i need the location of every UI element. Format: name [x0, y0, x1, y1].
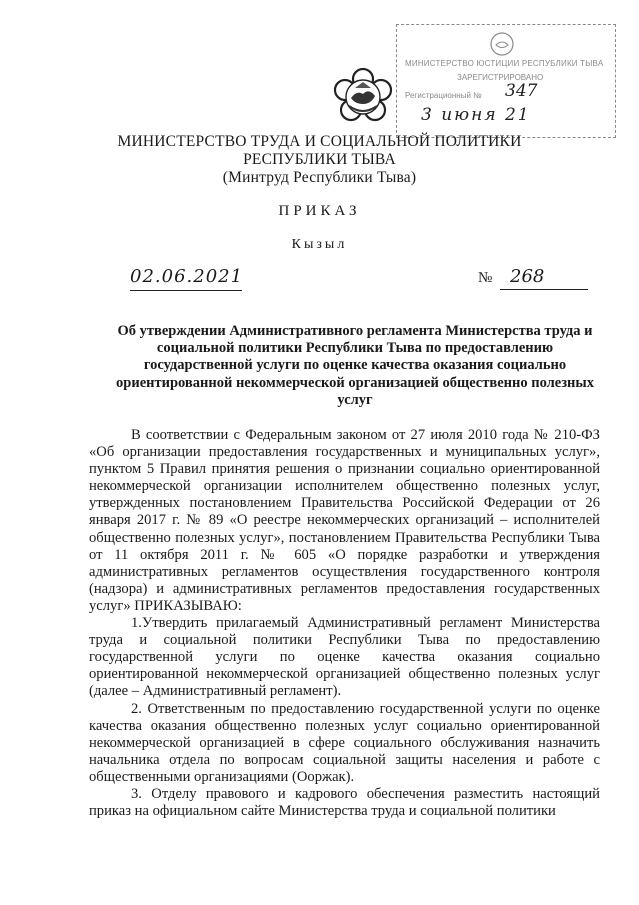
stamp-emblem-icon: [487, 31, 517, 57]
paragraph-preamble: В соответствии с Федеральным законом от 27 июля 2010 года № 210-ФЗ «Об организации предоставления государственных и муниципальных услуг», пунктом 5 Правил принятия решения о признании социально ориентированной некоммерческой организации исполнителем общественно полезных услуг, утвержденных постановлением Правительства Российской Федерации от 26 января 2017 г. № 89 «О реестре некоммерческих организаций – исполнителей общественно полезных услуг», постановлением Правительства Республики Тыва от 11 октября 2011 г. № 605 «О порядке разработки и утверждения административных регламентов осуществления государственного контроля (надзора) и административных регламентов предоставления государственных услуг» ПРИКАЗЫВАЮ:: [89, 427, 600, 614]
number-label: №: [478, 270, 493, 286]
document-city: Кызыл: [291, 237, 348, 252]
paragraph-item-2: 2. Ответственным по предоставлению государственной услуги по оценке качества оказания общественно полезных услуг социально ориентированной некоммерческой организацией в сфере социального обслуживания назначить начальника отдела по вопросам социальной защиты населения и работе с общественными организациями (Ооржак).: [89, 700, 600, 785]
paragraph-item-3: 3. Отделу правового и кадрового обеспечения разместить настоящий приказ на официальном сайте Министерства труда и социальной политики: [89, 785, 600, 820]
paragraph-item-1: 1.Утвердить прилагаемый Административный регламент Министерства труда и социальной политики Республики Тыва по предоставлению государственной услуги по оценке качества оказания социально ориентированной некоммерческой организацией общественно полезных услуг (далее – Административный регламент).: [89, 615, 600, 700]
ministry-short-name: (Минтруд Республики Тыва): [222, 169, 417, 186]
document-title: Об утверждении Административного регламента Министерства труда и социальной политики Республики Тыва по предоставлению государственной услуги по оценке качества оказания социально ориентированной некоммерческой организацией общественно полезных услуг: [116, 323, 594, 408]
document-date: 02.06.2021: [130, 266, 242, 291]
document-body: [89, 427, 600, 820]
registration-stamp: [396, 24, 616, 138]
stamp-reg-date: 3 июня 21: [421, 105, 531, 125]
stamp-registered: ЗАРЕГИСТРИРОВАНО: [457, 73, 544, 82]
ministry-name-line2: РЕСПУБЛИКИ ТЫВА: [243, 151, 396, 168]
ministry-header: [0, 133, 639, 187]
coat-of-arms-emblem: [331, 66, 395, 128]
stamp-authority: МИНИСТЕРСТВО ЮСТИЦИИ РЕСПУБЛИКИ ТЫВА: [405, 59, 604, 68]
document-type: ПРИКАЗ: [278, 203, 361, 219]
document-number: 268: [500, 266, 588, 290]
stamp-reg-number: 347: [505, 81, 538, 101]
ministry-name-line1: МИНИСТЕРСТВО ТРУДА И СОЦИАЛЬНОЙ ПОЛИТИКИ: [117, 133, 522, 150]
stamp-reg-label: Регистрационный №: [405, 91, 482, 100]
